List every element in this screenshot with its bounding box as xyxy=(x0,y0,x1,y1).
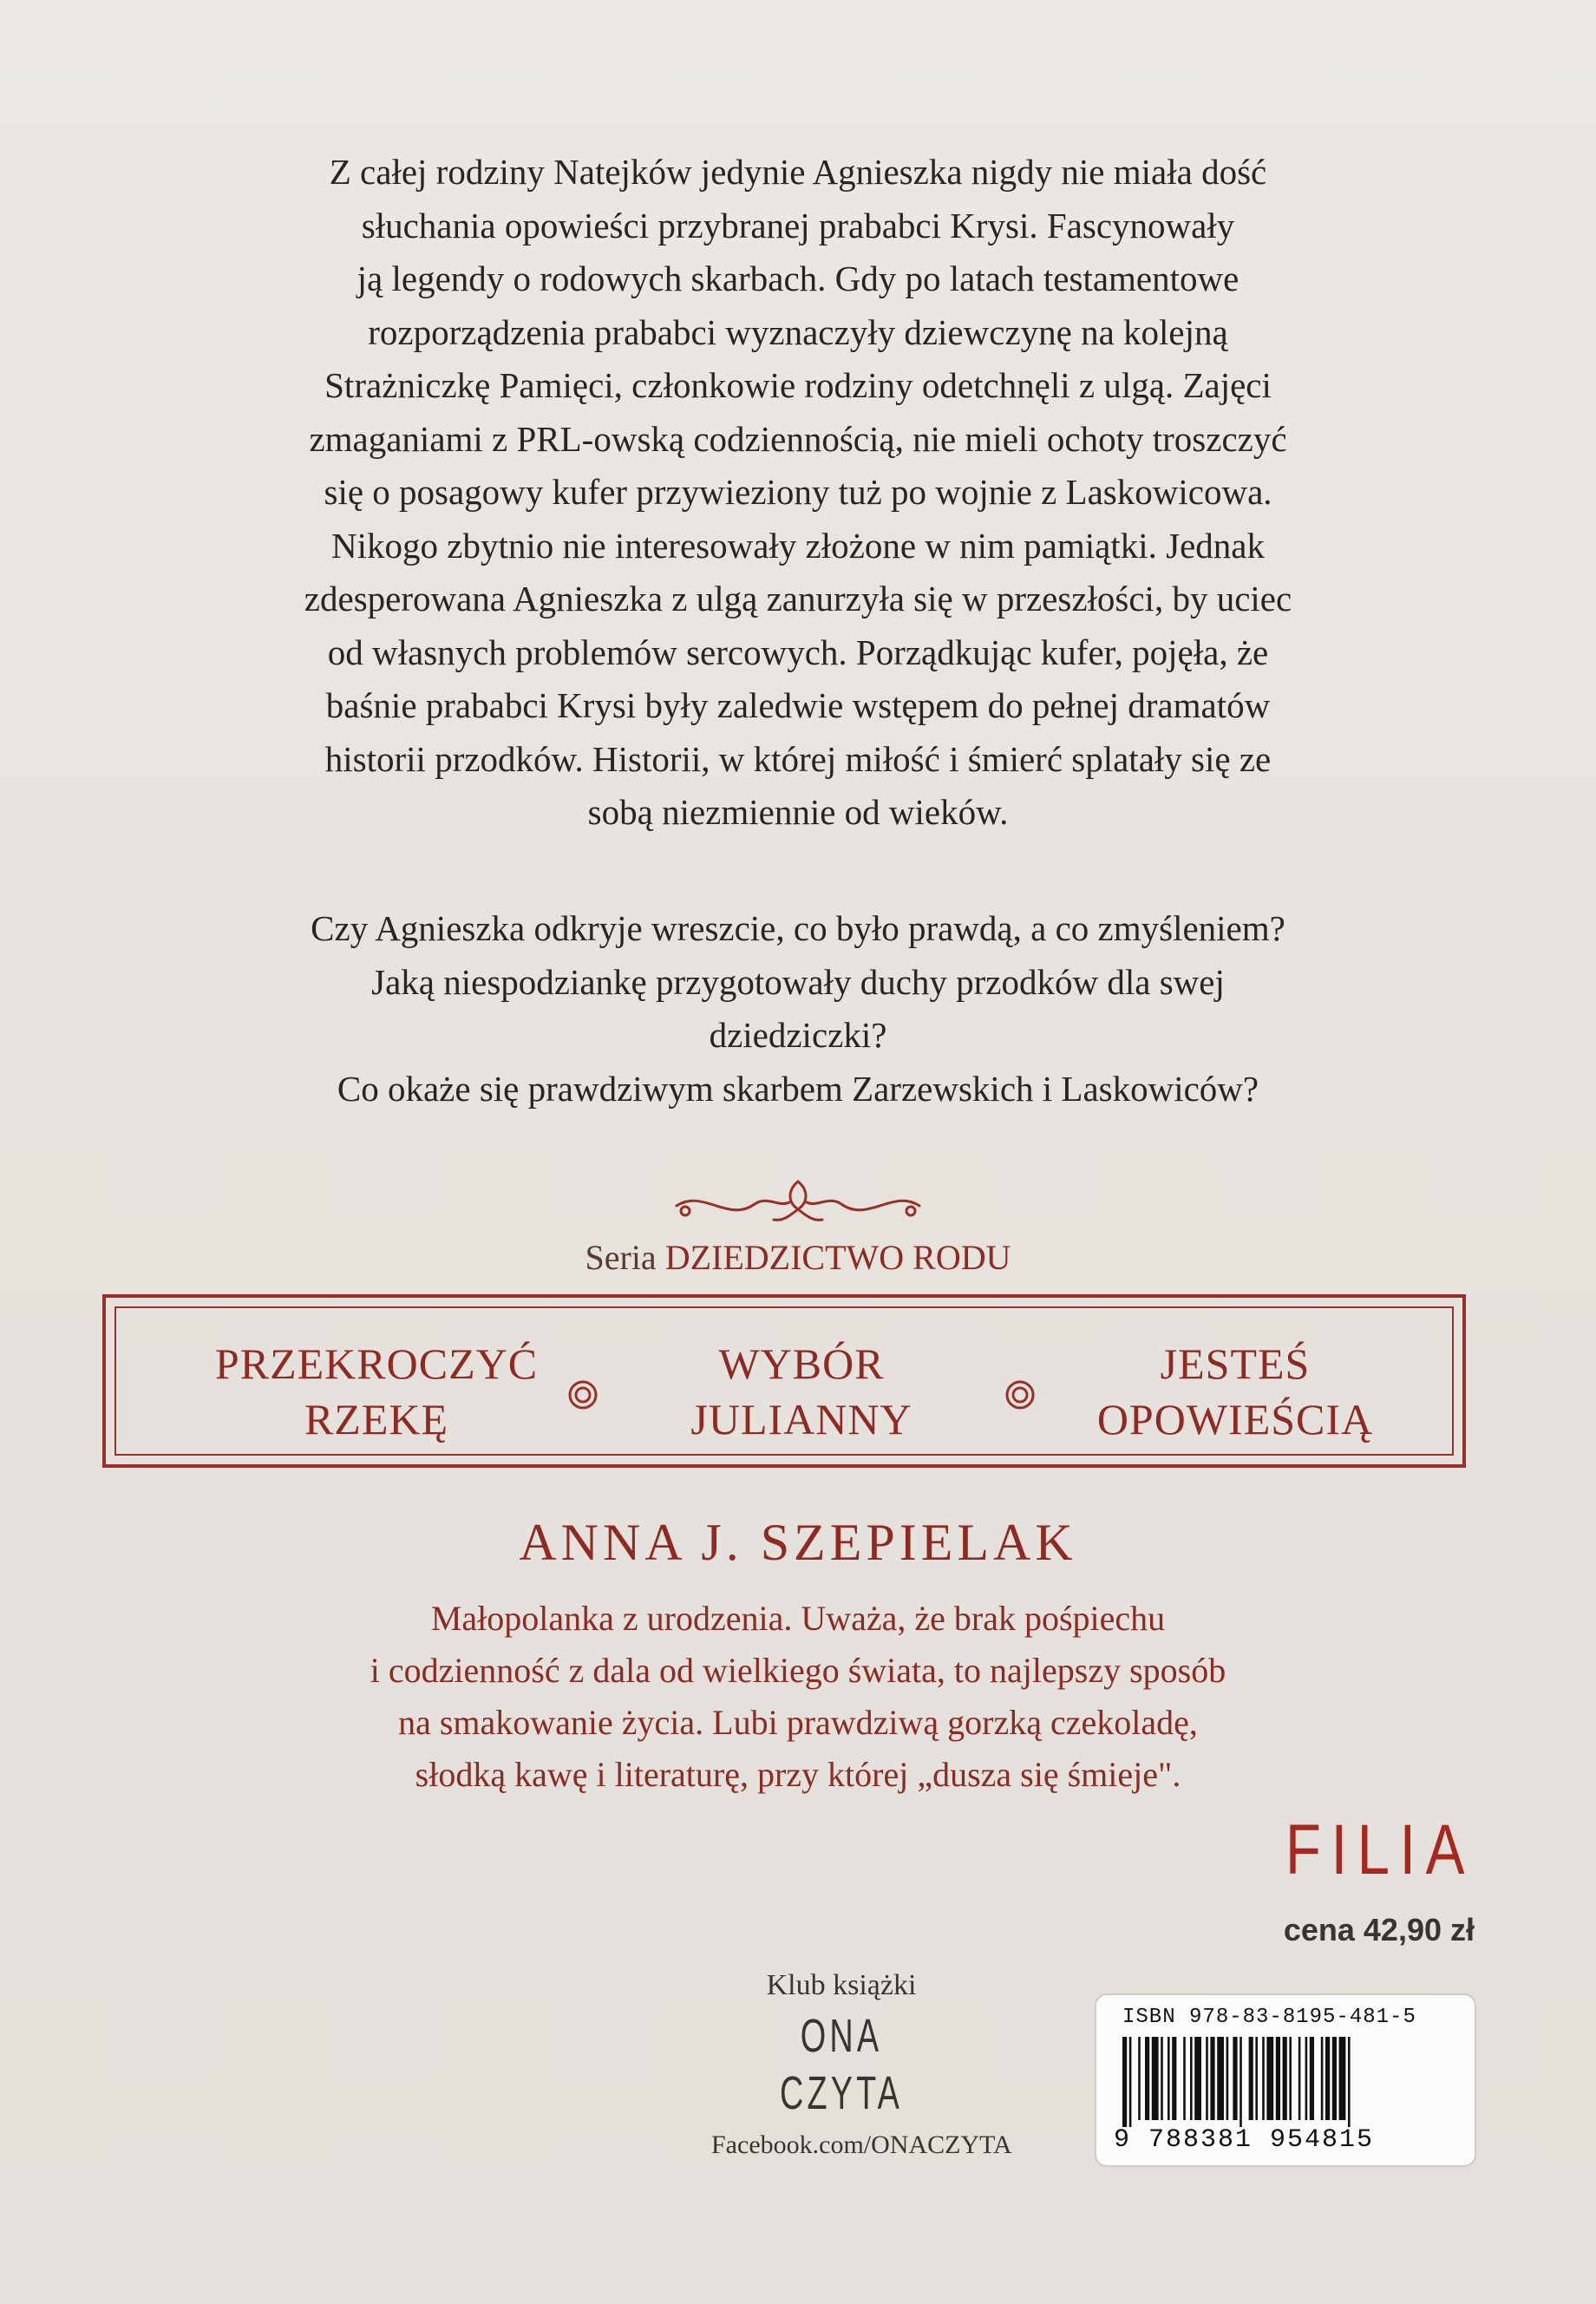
barcode-bar xyxy=(1194,2037,1201,2120)
bio-line: na smakowanie życia. Lubi prawdziwą gorzką czekoladę, xyxy=(398,1703,1198,1742)
barcode-bar xyxy=(1249,2037,1253,2120)
question-line: Jaką niespodziankę przygotowały duchy przodków dla swej xyxy=(371,961,1225,1002)
barcode-bar xyxy=(1348,2037,1351,2127)
bio-line: słodką kawę i literaturę, przy której „dusza się śmieje". xyxy=(415,1755,1181,1794)
barcode-bar xyxy=(1226,2037,1229,2120)
series-book-1 xyxy=(134,1336,619,1447)
barcode-bar xyxy=(1310,2037,1314,2120)
blurb-line: Z całej rodziny Natejków jedynie Agnieszka nigdy nie miała dość xyxy=(329,152,1267,192)
club-facebook-link: Facebook.com/ONACZYTA xyxy=(711,2131,1012,2159)
barcode-bar xyxy=(1145,2037,1149,2120)
barcode-bar xyxy=(1138,2037,1141,2120)
barcode-bar xyxy=(1168,2037,1170,2120)
book-club-block xyxy=(711,1969,1012,2160)
series-frame-inner xyxy=(114,1306,1454,1456)
bio-line: Małopolanka z urodzenia. Uważa, że brak pośpiechu xyxy=(430,1599,1166,1638)
isbn-label: ISBN 978-83-8195-481-5 xyxy=(1122,2006,1416,2029)
series-books-frame xyxy=(102,1294,1466,1468)
question-line: dziedziczki? xyxy=(709,1015,887,1055)
book-title-line: RZEKĘ xyxy=(304,1395,449,1443)
blurb-line: od własnych problemów sercowych. Porządkując kufer, pojęła, że xyxy=(327,632,1269,672)
bio-line: i codzienność z dala od wielkiego świata, to najlepszy sposób xyxy=(370,1651,1226,1690)
blurb-line: Nikogo zbytnio nie interesowały złożone w nim pamiątki. Jednak xyxy=(331,525,1265,566)
barcode-bar xyxy=(1129,2037,1132,2127)
barcode-bar xyxy=(1240,2037,1242,2127)
questions-text xyxy=(130,902,1466,1116)
barcode-bar xyxy=(1255,2037,1258,2120)
book-title-line: JULIANNY xyxy=(690,1395,912,1443)
barcode-bar xyxy=(1283,2037,1287,2120)
club-logo-line-2: CZYTA xyxy=(779,2067,904,2119)
barcode-bar xyxy=(1305,2037,1308,2120)
barcode-bar xyxy=(1325,2037,1330,2120)
book-title-line: PRZEKROCZYĆ xyxy=(214,1339,539,1388)
book-title-line: OPOWIEŚCIĄ xyxy=(1096,1395,1374,1443)
book-title-line: WYBÓR xyxy=(718,1339,885,1388)
barcode-bar xyxy=(1276,2037,1280,2120)
series-name: DZIEDZICTWO RODU xyxy=(664,1238,1011,1277)
publisher-logo: FILIA xyxy=(1285,1810,1475,1889)
barcode-bar xyxy=(1262,2037,1265,2120)
blurb-line: ją legendy o rodowych skarbach. Gdy po latach testamentowe xyxy=(356,259,1240,298)
barcode-digits: 9 788381 954815 xyxy=(1114,2125,1375,2155)
barcode-bar xyxy=(1332,2037,1337,2120)
book-title-line: JESTEŚ xyxy=(1160,1339,1311,1388)
blurb-line: baśnie prababci Krysi były zaledwie wstępem do pełnej dramatów xyxy=(325,685,1271,725)
barcode-bar xyxy=(1217,2037,1224,2120)
series-book-3 xyxy=(1010,1336,1461,1447)
question-line: Co okaże się prawdziwym skarbem Zarzewskich i Laskowiców? xyxy=(337,1068,1259,1109)
author-bio xyxy=(217,1593,1379,1801)
barcode-bar xyxy=(1233,2037,1237,2120)
barcode-bar xyxy=(1210,2037,1214,2120)
blurb-line: się o posagowy kufer przywieziony tuż po wojnie z Laskowicowa. xyxy=(324,472,1272,512)
club-logo-line-1: ONA xyxy=(800,2010,883,2062)
blurb-line: sobą niezmiennie od wieków. xyxy=(587,792,1009,832)
flourish-ornament-icon xyxy=(668,1171,928,1232)
barcode-bar xyxy=(1152,2037,1159,2120)
author-name: ANNA J. SZEPIELAK xyxy=(519,1514,1077,1571)
barcode-bar xyxy=(1183,2037,1186,2120)
price-label: cena 42,90 zł xyxy=(1283,1912,1475,1947)
barcode-bar xyxy=(1339,2037,1346,2120)
barcode-icon xyxy=(1121,2037,1452,2127)
barcode-bar xyxy=(1298,2037,1301,2120)
barcode-bar xyxy=(1172,2037,1176,2120)
barcode-bar xyxy=(1321,2037,1324,2120)
barcode-sticker xyxy=(1095,1993,1476,2167)
club-label: Klub książki xyxy=(766,1969,917,2001)
barcode-bar xyxy=(1161,2037,1163,2120)
barcode-bar xyxy=(1206,2037,1208,2120)
barcode-bar xyxy=(1266,2037,1273,2120)
blurb-line: historii przodków. Historii, w której miłość i śmierć splatały się ze xyxy=(324,738,1272,779)
blurb-line: Strażniczkę Pamięci, członkowie rodziny odetchnęli z ulgą. Zajęci xyxy=(324,365,1272,405)
barcode-bar xyxy=(1190,2037,1193,2120)
series-prefix: Seria xyxy=(585,1238,657,1277)
blurb-line: rozporządzenia prababci wyznaczyły dziewczynę na kolejną xyxy=(368,311,1228,352)
circle-bullet-icon xyxy=(567,1379,598,1411)
question-line: Czy Agnieszka odkryje wreszcie, co było prawdą, a co zmyśleniem? xyxy=(311,908,1285,948)
blurb-line: zdesperowana Agnieszka z ulgą zanurzyła się w przeszłości, by uciec xyxy=(304,579,1292,619)
barcode-bar xyxy=(1289,2037,1292,2120)
barcode-bar xyxy=(1122,2037,1127,2127)
series-label xyxy=(278,1237,1318,1278)
blurb-line: zmaganiami z PRL-owską codziennością, nie mieli ochoty troszczyć xyxy=(309,418,1287,459)
blurb-line: słuchania opowieści przybranej prababci Krysi. Fascynowały xyxy=(361,205,1235,245)
blurb-text xyxy=(130,146,1466,840)
series-book-2 xyxy=(602,1336,1001,1447)
